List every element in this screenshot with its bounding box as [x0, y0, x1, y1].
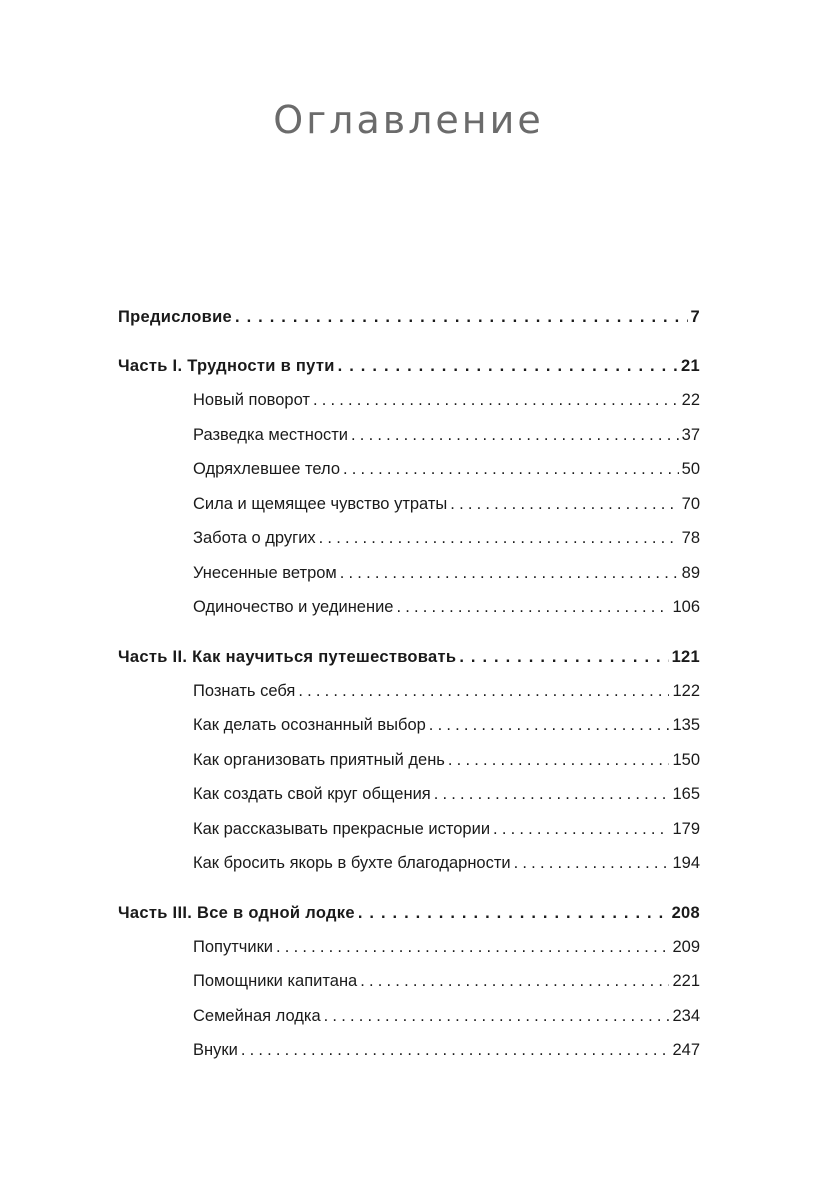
toc-part-page: 121	[671, 647, 700, 666]
toc-entry-page: 7	[690, 308, 700, 326]
toc-chapter-label: Забота о других	[193, 529, 316, 548]
toc-chapter-page: 78	[681, 529, 700, 548]
toc-chapter[interactable]	[193, 487, 700, 522]
dot-leader	[434, 784, 670, 804]
toc-chapter-page: 50	[681, 460, 700, 479]
dot-leader	[298, 681, 669, 701]
dot-leader	[235, 307, 688, 327]
toc-chapter-label: Познать себя	[193, 681, 296, 700]
toc-part-1[interactable]	[118, 349, 700, 383]
toc-chapter-page: 209	[672, 937, 700, 956]
dot-leader	[340, 563, 679, 583]
toc-chapter-page: 247	[672, 1041, 700, 1060]
toc-chapter-page: 37	[681, 425, 700, 444]
toc-chapter[interactable]	[193, 999, 700, 1034]
toc-chapter[interactable]	[193, 743, 700, 778]
toc-chapter[interactable]	[193, 452, 700, 487]
toc-part-3[interactable]	[118, 896, 700, 930]
dot-leader	[448, 750, 670, 770]
toc-chapter-label: Как рассказывать прекрасные истории	[193, 819, 491, 838]
toc-chapter-page: 165	[672, 785, 700, 804]
toc-chapter-page: 194	[672, 854, 700, 873]
dot-leader	[343, 459, 679, 479]
toc-chapter[interactable]	[193, 1033, 700, 1068]
toc-chapter-page: 122	[672, 681, 700, 700]
toc-entry-preface[interactable]	[118, 300, 700, 334]
toc-chapter[interactable]	[193, 590, 700, 625]
dot-leader	[396, 597, 669, 617]
toc-chapter[interactable]	[193, 418, 700, 453]
toc-chapter-page: 234	[672, 1006, 700, 1025]
dot-leader	[351, 425, 679, 445]
toc-chapter-label: Разведка местности	[193, 425, 349, 444]
dot-leader	[319, 528, 679, 548]
toc-chapter-page: 89	[681, 563, 700, 582]
toc-chapter-label: Одиночество и уединение	[193, 598, 394, 617]
dot-leader	[493, 819, 669, 839]
toc-chapter-page: 22	[681, 391, 700, 410]
toc-chapter-label: Одряхлевшее тело	[193, 460, 341, 479]
toc-chapter-page: 70	[681, 494, 700, 513]
toc-chapter[interactable]	[193, 556, 700, 591]
toc-chapter-page: 106	[672, 598, 700, 617]
dot-leader	[313, 390, 679, 410]
toc-chapter-label: Как организовать приятный день	[193, 750, 445, 769]
toc-chapter-page: 150	[672, 750, 700, 769]
toc-chapter[interactable]	[193, 812, 700, 847]
toc-part-page: 21	[681, 357, 700, 375]
toc-chapter[interactable]	[193, 708, 700, 743]
dot-leader	[324, 1006, 670, 1026]
toc-chapter-label: Как создать свой круг общения	[193, 785, 431, 804]
toc-part-label: Часть I. Трудности в пути	[118, 357, 335, 375]
toc-chapter-label: Помощники капитана	[193, 972, 358, 991]
page-title: Оглавление	[273, 98, 544, 142]
toc-chapter[interactable]	[193, 964, 700, 999]
dot-leader	[358, 903, 669, 923]
toc-chapter-label: Унесенные ветром	[193, 563, 337, 582]
toc-chapter-label: Попутчики	[193, 937, 274, 956]
toc-chapter[interactable]	[193, 383, 700, 418]
toc-chapter-label: Семейная лодка	[193, 1006, 321, 1025]
dot-leader	[276, 937, 669, 957]
toc-chapter[interactable]	[193, 521, 700, 556]
dot-leader	[241, 1040, 670, 1060]
toc-chapter-label: Как делать осознанный выбор	[193, 716, 426, 735]
dot-leader	[360, 971, 669, 991]
toc-chapter[interactable]	[193, 846, 700, 881]
section-gap	[118, 334, 700, 349]
toc-part-label: Часть III. Все в одной лодке	[118, 903, 355, 922]
dot-leader	[459, 647, 668, 667]
table-of-contents	[118, 300, 700, 1068]
dot-leader	[429, 715, 670, 735]
toc-part-label: Часть II. Как научиться путешествовать	[118, 647, 457, 666]
toc-chapter-label: Внуки	[193, 1041, 238, 1060]
toc-chapter-page: 135	[672, 716, 700, 735]
toc-entry-label: Предисловие	[118, 308, 233, 326]
toc-part-page: 208	[671, 903, 700, 922]
toc-chapter-label: Как бросить якорь в бухте благодарности	[193, 854, 511, 873]
toc-chapter-page: 221	[672, 972, 700, 991]
dot-leader	[514, 853, 670, 873]
toc-part-2[interactable]	[118, 640, 700, 674]
dot-leader	[338, 356, 678, 376]
toc-chapter[interactable]	[193, 930, 700, 965]
toc-chapter-label: Сила и щемящее чувство утраты	[193, 494, 448, 513]
section-gap	[118, 881, 700, 896]
toc-chapter[interactable]	[193, 777, 700, 812]
section-gap	[118, 625, 700, 640]
dot-leader	[450, 494, 678, 514]
toc-chapter[interactable]	[193, 674, 700, 709]
toc-chapter-page: 179	[672, 819, 700, 838]
toc-chapter-label: Новый поворот	[193, 391, 310, 410]
